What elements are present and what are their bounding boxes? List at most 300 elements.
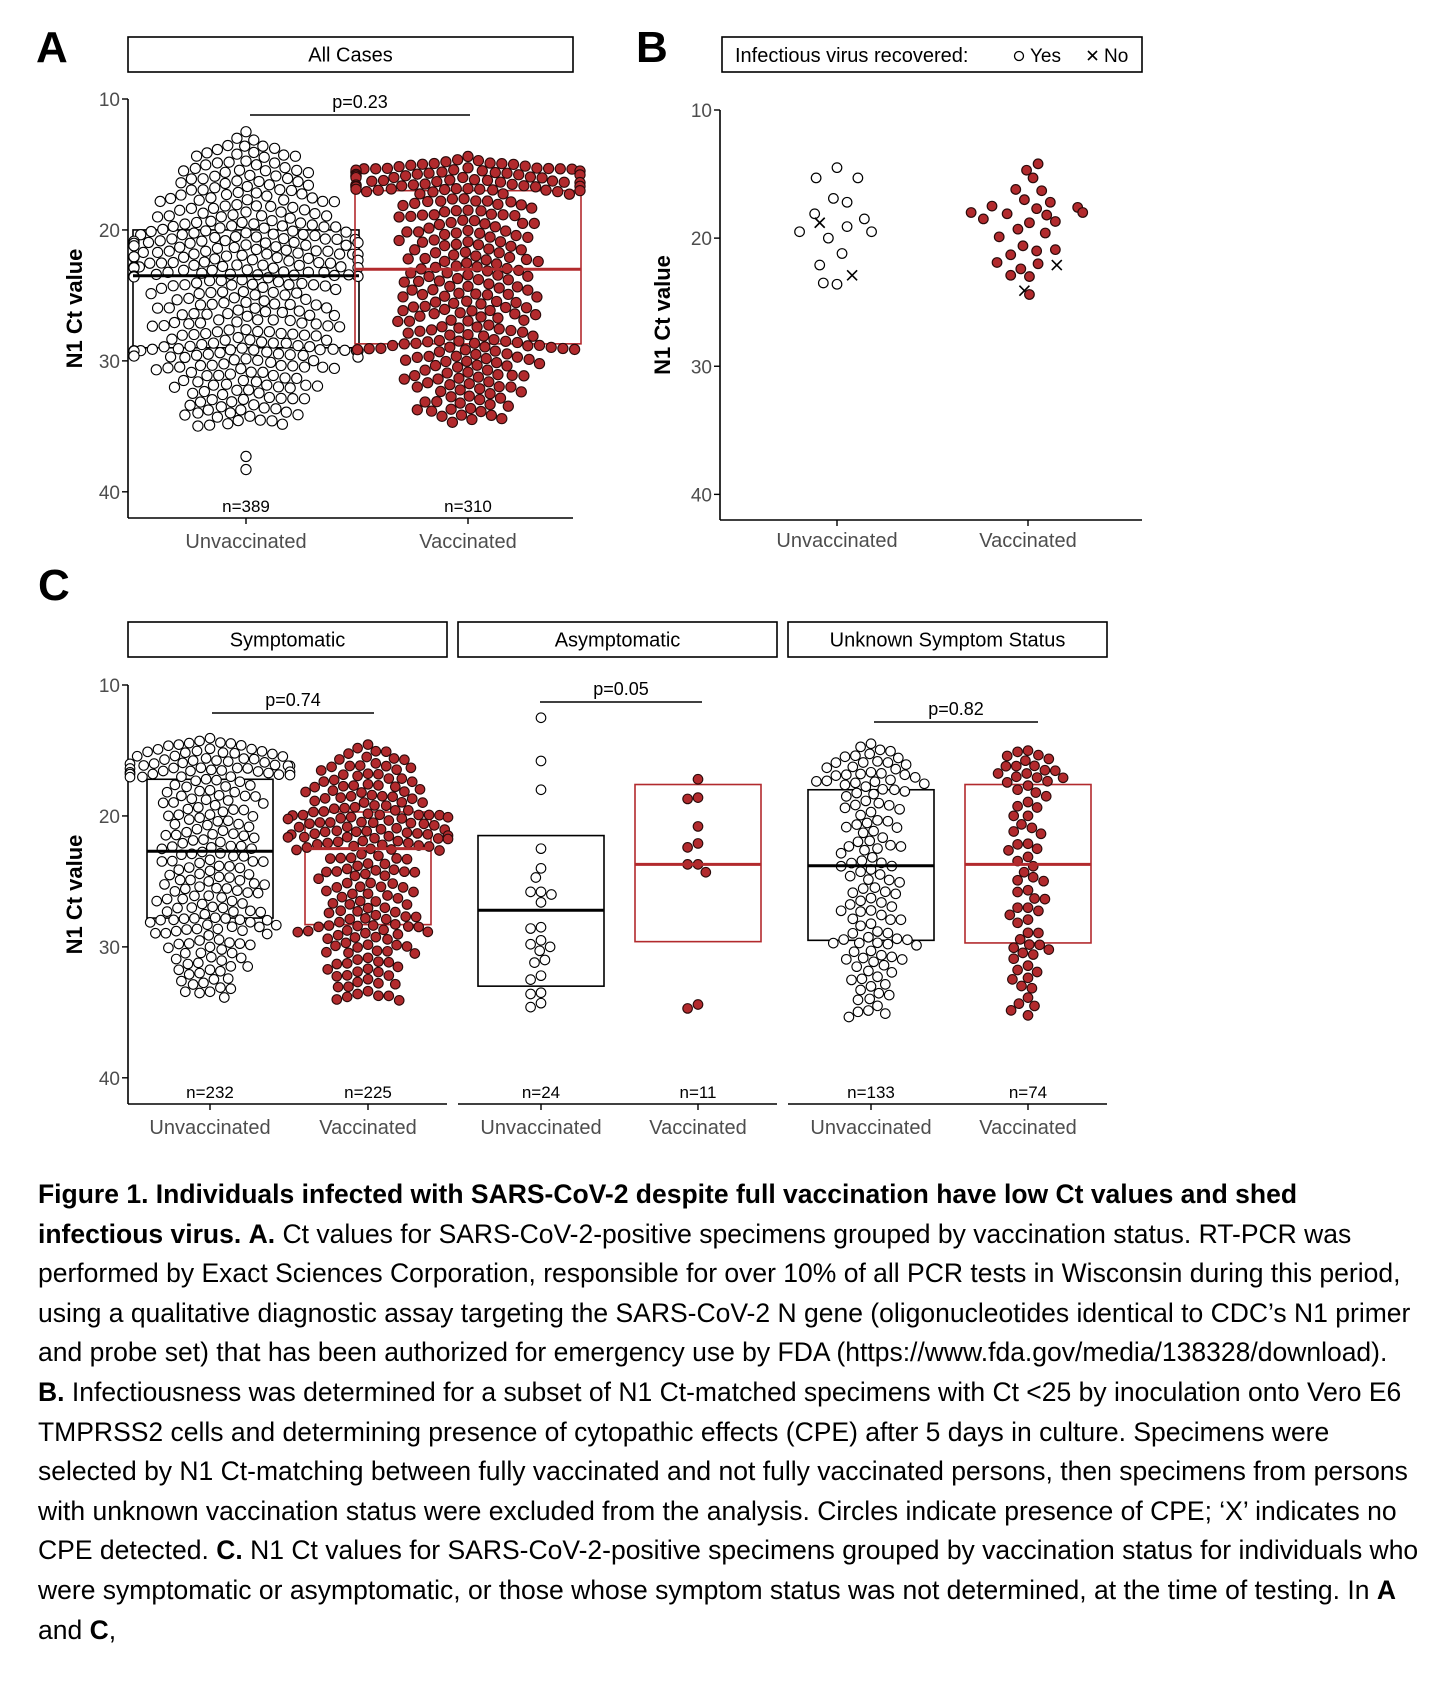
panel-c-facet-point xyxy=(845,871,855,881)
panel-a-point xyxy=(281,407,291,417)
panel-c-facet-point xyxy=(384,971,394,981)
panel-a-point xyxy=(164,211,174,221)
panel-c-facet-point xyxy=(174,939,184,949)
panel-c-facet-point xyxy=(170,780,180,790)
panel-c-facet-point xyxy=(866,739,876,749)
panel-a-point xyxy=(463,151,473,161)
panel-a-point xyxy=(471,196,481,206)
panel-c-facet-point xyxy=(861,796,871,806)
panel-c-facet-point xyxy=(1009,811,1019,821)
panel-c-facet-point xyxy=(359,798,369,808)
panel-a-point xyxy=(167,234,177,244)
panel-c-facet-point xyxy=(226,841,236,851)
panel-a-point xyxy=(475,384,485,394)
panel-a-point xyxy=(264,392,274,402)
panel-a-point xyxy=(473,372,483,382)
panel-a-point xyxy=(234,165,244,175)
panel-c-facet-point xyxy=(374,851,384,861)
panel-c-facet-point xyxy=(1009,827,1019,837)
panel-a-point xyxy=(194,195,204,205)
panel-a-point xyxy=(417,210,427,220)
panel-c-facet-point xyxy=(1013,840,1023,850)
panel-c-facet-point xyxy=(316,766,326,776)
panel-c-facet-point xyxy=(368,818,378,828)
panel-a-point xyxy=(237,343,247,353)
panel-c-facet-point xyxy=(353,943,363,953)
panel-c-facet-point xyxy=(1013,785,1023,795)
panel-c-facet-point xyxy=(853,837,863,847)
panel-a-point xyxy=(251,160,261,170)
panel-a-point xyxy=(484,320,494,330)
panel-a-point xyxy=(238,287,248,297)
panel-a-point xyxy=(477,166,487,176)
panel-c-facet-point xyxy=(213,816,223,826)
panel-c-facet-point xyxy=(192,924,202,934)
panel-c-facet-point xyxy=(244,822,254,832)
panel-a-point xyxy=(156,283,166,293)
panel-a-point xyxy=(471,251,481,261)
panel-c-facet-point xyxy=(197,899,207,909)
panel-a-point xyxy=(277,419,287,429)
panel-c-facet-point xyxy=(894,753,904,763)
panel-c-facet-point xyxy=(1034,750,1044,760)
panel-a-point xyxy=(460,247,470,257)
panel-a-point xyxy=(225,369,235,379)
panel-a-point xyxy=(436,196,446,206)
panel-c-facet-point xyxy=(856,896,866,906)
panel-a-point xyxy=(492,357,502,367)
panel-a-point xyxy=(462,296,472,306)
panel-a-point xyxy=(276,360,286,370)
panel-c-facet-point xyxy=(870,883,880,893)
panel-a-point xyxy=(280,290,290,300)
panel-a-point xyxy=(490,346,500,356)
panel-c-facet-point xyxy=(213,924,223,934)
panel-a-point xyxy=(251,232,261,242)
panel-c-facet-point xyxy=(227,948,237,958)
panel-c-facet-point xyxy=(216,983,226,993)
panel-c-facet-point xyxy=(363,740,373,750)
panel-a-point xyxy=(218,287,228,297)
panel-a-point xyxy=(305,342,315,352)
panel-a-point xyxy=(244,385,254,395)
panel-c-facet-point xyxy=(869,957,879,967)
panel-a-point xyxy=(458,172,468,182)
panel-c-facet-point xyxy=(398,883,408,893)
panel-c-facet-point xyxy=(170,887,180,897)
panel-a-point xyxy=(176,178,186,188)
panel-a-point xyxy=(241,354,251,364)
panel-a-point xyxy=(299,330,309,340)
panel-c-facet-x-tick-label: Unvaccinated xyxy=(480,1117,602,1139)
panel-a-point xyxy=(207,360,217,370)
caption-tail-a: A xyxy=(1376,1574,1396,1605)
panel-a-point xyxy=(376,343,386,353)
panel-c-facet-point xyxy=(195,882,205,892)
panel-a-point xyxy=(454,373,464,383)
panel-c-facet-n-label: n=11 xyxy=(679,1083,717,1102)
panel-c-facet-point xyxy=(829,938,839,948)
panel-c-facet-point xyxy=(195,813,205,823)
panel-c-facet-point xyxy=(236,841,246,851)
panel-c-facet-point xyxy=(229,907,239,917)
panel-c-facet-point xyxy=(393,893,403,903)
panel-a-n-label: n=310 xyxy=(444,497,492,516)
panel-a-point xyxy=(260,307,270,317)
panel-c-facet-point xyxy=(240,791,250,801)
panel-a-point xyxy=(311,319,321,329)
panel-a-point xyxy=(251,377,261,387)
panel-a-point xyxy=(403,328,413,338)
panel-a-point xyxy=(220,178,230,188)
panel-b-point-cpe xyxy=(842,222,852,232)
panel-a-point xyxy=(397,181,407,191)
panel-c-facet-point xyxy=(260,758,270,768)
panel-c-facet-point xyxy=(903,935,913,945)
panel-a-point xyxy=(242,195,252,205)
panel-c-facet-point xyxy=(209,975,219,985)
panel-c-facet-point xyxy=(397,814,407,824)
panel-c-facet-point xyxy=(342,926,352,936)
panel-c-facet-point xyxy=(883,758,893,768)
panel-a-point xyxy=(250,290,260,300)
panel-a-point xyxy=(168,257,178,267)
panel-a-point xyxy=(389,172,399,182)
panel-a-point xyxy=(351,184,361,194)
panel-c-facet-point xyxy=(388,879,398,889)
panel-b-x-tick-label: Vaccinated xyxy=(979,530,1077,552)
panel-a-point xyxy=(249,219,259,229)
caption-b-label: B. xyxy=(38,1376,65,1407)
panel-c-facet-point xyxy=(314,874,324,884)
panel-c-facet-point xyxy=(152,896,162,906)
panel-c-facet-point xyxy=(171,954,181,964)
panel-c-facet-point xyxy=(221,782,231,792)
panel-c-facet-point xyxy=(870,777,880,787)
panel-c-facet-point xyxy=(371,759,381,769)
panel-c-facet-point xyxy=(414,922,424,932)
panel-a-point xyxy=(479,331,489,341)
panel-a-point xyxy=(510,309,520,319)
panel-c-facet-point xyxy=(182,827,192,837)
panel-a-point xyxy=(511,297,521,307)
panel-c-facet-point xyxy=(247,744,257,754)
panel-c-facet-point xyxy=(912,940,922,950)
panel-a-point xyxy=(281,245,291,255)
panel-a-point xyxy=(432,397,442,407)
panel-c-facet-point xyxy=(164,811,174,821)
panel-a-point xyxy=(299,362,309,372)
panel-a-point xyxy=(320,234,330,244)
panel-c-facet-point xyxy=(873,927,883,937)
panel-a-point xyxy=(427,406,437,416)
panel-a-point xyxy=(501,336,511,346)
panel-a-point xyxy=(205,420,215,430)
panel-c-facet-point xyxy=(1040,894,1050,904)
panel-a-point xyxy=(331,222,341,232)
panel-c-facet-point xyxy=(1030,894,1040,904)
panel-c-facet-point xyxy=(341,938,351,948)
panel-c-facet-point xyxy=(335,917,345,927)
panel-c-facet-point xyxy=(430,821,440,831)
panel-a-point xyxy=(175,242,185,252)
panel-c-facet-point xyxy=(363,903,373,913)
panel-a-point xyxy=(292,373,302,383)
panel-c-facet-point xyxy=(383,935,393,945)
panel-a-point xyxy=(495,237,505,247)
panel-a-point xyxy=(463,237,473,247)
panel-c-facet-point xyxy=(196,948,206,958)
panel-c-facet-point xyxy=(878,785,888,795)
panel-a-point xyxy=(231,232,241,242)
panel-a-point xyxy=(293,177,303,187)
panel-a-point xyxy=(268,263,278,273)
panel-c-facet-point xyxy=(181,748,191,758)
panel-c-facet-point xyxy=(326,818,336,828)
panel-c-facet-point xyxy=(336,813,346,823)
panel-c-facet-point xyxy=(392,940,402,950)
panel-a-point xyxy=(406,160,416,170)
panel-c-facet-point xyxy=(402,828,412,838)
panel-a-point xyxy=(531,310,541,320)
panel-c-facet-point xyxy=(1021,756,1031,766)
panel-c-facet-point xyxy=(353,771,363,781)
panel-c-facet-point xyxy=(881,1009,891,1019)
panel-c-y-axis-title: N1 Ct value xyxy=(62,834,87,955)
panel-c-facet-point xyxy=(194,958,204,968)
panel-a-point xyxy=(430,248,440,258)
panel-c-facet-point xyxy=(260,880,270,890)
panel-c-facet-point xyxy=(858,953,868,963)
panel-c-facet-point xyxy=(210,800,220,810)
panel-a-point xyxy=(270,158,280,168)
panel-c-facet-point xyxy=(1013,875,1023,885)
panel-a-point xyxy=(445,330,455,340)
panel-c-facet-point xyxy=(342,864,352,874)
panel-c-facet-point xyxy=(381,761,391,771)
panel-a-point xyxy=(164,246,174,256)
panel-a-point xyxy=(279,195,289,205)
panel-a-point xyxy=(192,217,202,227)
panel-c-facet-point xyxy=(877,769,887,779)
panel-c-facet-point xyxy=(391,907,401,917)
panel-a-point xyxy=(266,357,276,367)
panel-c-facet-point xyxy=(270,760,280,770)
panel-a-point xyxy=(267,416,277,426)
panel-a-point xyxy=(288,202,298,212)
panel-a-point xyxy=(494,324,504,334)
panel-a-point xyxy=(290,151,300,161)
panel-c-facet-point xyxy=(993,769,1003,779)
panel-c-facet-point xyxy=(397,774,407,784)
panel-b-point-cpe xyxy=(1042,210,1052,220)
panel-a-point xyxy=(180,352,190,362)
panel-a-point xyxy=(414,276,424,286)
panel-a-point xyxy=(301,294,311,304)
panel-c-facet-point xyxy=(545,942,555,952)
panel-a-point xyxy=(195,397,205,407)
panel-a-point xyxy=(179,166,189,176)
panel-c-facet-point xyxy=(1035,940,1045,950)
panel-c-facet-point xyxy=(337,892,347,902)
panel-c-facet-point xyxy=(363,974,373,984)
panel-a-point xyxy=(273,349,283,359)
panel-c-facet-point xyxy=(410,867,420,877)
panel-c-facet-point xyxy=(857,974,867,984)
panel-a-point xyxy=(212,412,222,422)
panel-c-facet-point xyxy=(182,782,192,792)
panel-c-facet-point xyxy=(357,849,367,859)
panel-c-facet-point xyxy=(1023,961,1033,971)
panel-a-point xyxy=(437,167,447,177)
panel-c-facet-point xyxy=(235,915,245,925)
panel-a-point xyxy=(394,162,404,172)
panel-b-point-cpe xyxy=(842,197,852,207)
panel-a-point xyxy=(203,405,213,415)
panel-c-facet-point xyxy=(1023,885,1033,895)
panel-c-facet-point xyxy=(391,806,401,816)
panel-c-facet-point xyxy=(182,925,192,935)
panel-a-point xyxy=(293,341,303,351)
panel-c-facet-point xyxy=(397,797,407,807)
caption-c-label: C. xyxy=(216,1535,243,1566)
panel-c-facet-point xyxy=(363,940,373,950)
panel-a-point xyxy=(184,293,194,303)
panel-c-facet-point xyxy=(366,878,376,888)
panel-a-point xyxy=(310,209,320,219)
panel-c-facet-point xyxy=(333,837,343,847)
panel-a-point xyxy=(241,156,251,166)
panel-c-facet-point xyxy=(226,984,236,994)
panel-c-facet-point xyxy=(411,912,421,922)
panel-c-facet-point xyxy=(896,915,906,925)
panel-c-facet-point xyxy=(1040,765,1050,775)
panel-c-facet-point xyxy=(853,995,863,1005)
panel-c-facet-point xyxy=(233,886,243,896)
panel-c-facet-point xyxy=(194,803,204,813)
panel-a-point xyxy=(271,242,281,252)
panel-c-facet-point xyxy=(865,749,875,759)
panel-a-point xyxy=(210,171,220,181)
panel-a-point xyxy=(466,403,476,413)
panel-c-facet-point xyxy=(1044,754,1054,764)
panel-c-facet-point xyxy=(866,946,876,956)
panel-b-letter: B xyxy=(636,23,668,72)
panel-c-facet-point xyxy=(160,880,170,890)
panel-a-point xyxy=(201,246,211,256)
panel-a-point xyxy=(449,298,459,308)
panel-c-facet-point xyxy=(244,870,254,880)
panel-a-point xyxy=(229,293,239,303)
panel-b-point-cpe xyxy=(1025,218,1035,228)
panel-b-point-cpe xyxy=(853,173,863,183)
panel-c-facet-point xyxy=(190,914,200,924)
panel-c-facet-point xyxy=(536,898,546,908)
panel-c-facet-point xyxy=(310,829,320,839)
panel-a-point xyxy=(503,275,513,285)
panel-c-facet-point xyxy=(169,798,179,808)
panel-a-point xyxy=(394,212,404,222)
panel-c-facet-point xyxy=(162,907,172,917)
panel-c-facet-point xyxy=(205,942,215,952)
panel-c-facet-point xyxy=(236,953,246,963)
panel-c-facet-point xyxy=(374,781,384,791)
panel-a-point xyxy=(218,389,228,399)
panel-a-point xyxy=(232,317,242,327)
panel-c-facet-point xyxy=(875,745,885,755)
panel-c-facet-point xyxy=(235,876,245,886)
panel-a-point xyxy=(507,370,517,380)
panel-c-facet-point xyxy=(345,900,355,910)
panel-c-facet-point xyxy=(195,936,205,946)
panel-c-facet-point xyxy=(409,887,419,897)
panel-a-point xyxy=(502,361,512,371)
panel-a-point xyxy=(502,349,512,359)
panel-c-facet-point xyxy=(205,810,215,820)
panel-a-point xyxy=(493,370,503,380)
panel-c-facet-point xyxy=(392,854,402,864)
panel-a-point xyxy=(219,298,229,308)
panel-c-facet-point xyxy=(174,865,184,875)
panel-a-point xyxy=(220,335,230,345)
panel-c-facet-point xyxy=(864,875,874,885)
panel-c-facet-point xyxy=(683,794,693,804)
panel-c-facet-point xyxy=(1013,965,1023,975)
panel-b-point-cpe xyxy=(1025,290,1035,300)
panel-c-facet-point xyxy=(536,887,546,897)
panel-a-point xyxy=(255,415,265,425)
panel-a-point xyxy=(507,179,517,189)
panel-c-facet-point xyxy=(332,959,342,969)
panel-c-facet-point xyxy=(1034,928,1044,938)
panel-c-facet-point xyxy=(212,883,222,893)
panel-c-facet-point xyxy=(230,787,240,797)
panel-a-point xyxy=(462,356,472,366)
panel-a-point xyxy=(206,216,216,226)
panel-c-facet-point xyxy=(852,788,862,798)
panel-a-point xyxy=(454,336,464,346)
panel-a-point xyxy=(506,325,516,335)
panel-a-point xyxy=(259,403,269,413)
panel-c-facet-point xyxy=(327,762,337,772)
panel-c-facet-point xyxy=(1008,975,1018,985)
panel-c-facet-point xyxy=(333,982,343,992)
panel-c-facet-point xyxy=(1027,983,1037,993)
panel-c-facet-point xyxy=(376,882,386,892)
panel-c-facet-point xyxy=(238,899,248,909)
panel-c-facet-point xyxy=(214,872,224,882)
panel-a-point xyxy=(459,194,469,204)
panel-c-facet-point xyxy=(320,827,330,837)
panel-c-facet-point xyxy=(332,972,342,982)
panel-a-point xyxy=(227,397,237,407)
panel-a-point xyxy=(508,159,518,169)
panel-a-point xyxy=(225,408,235,418)
panel-c-facet-point xyxy=(227,922,237,932)
panel-c-facet-point xyxy=(363,769,373,779)
panel-c-facet-point xyxy=(887,902,897,912)
panel-a-point xyxy=(441,356,451,366)
panel-c-facet-point xyxy=(433,834,443,844)
panel-c-facet-point xyxy=(866,893,876,903)
panel-a-point xyxy=(490,167,500,177)
panel-c-facet-point xyxy=(865,994,875,1004)
panel-c-facet-point xyxy=(264,768,274,778)
panel-a-point xyxy=(201,160,211,170)
panel-a-point xyxy=(318,196,328,206)
panel-a-point xyxy=(254,388,264,398)
panel-c-facet-point xyxy=(392,765,402,775)
